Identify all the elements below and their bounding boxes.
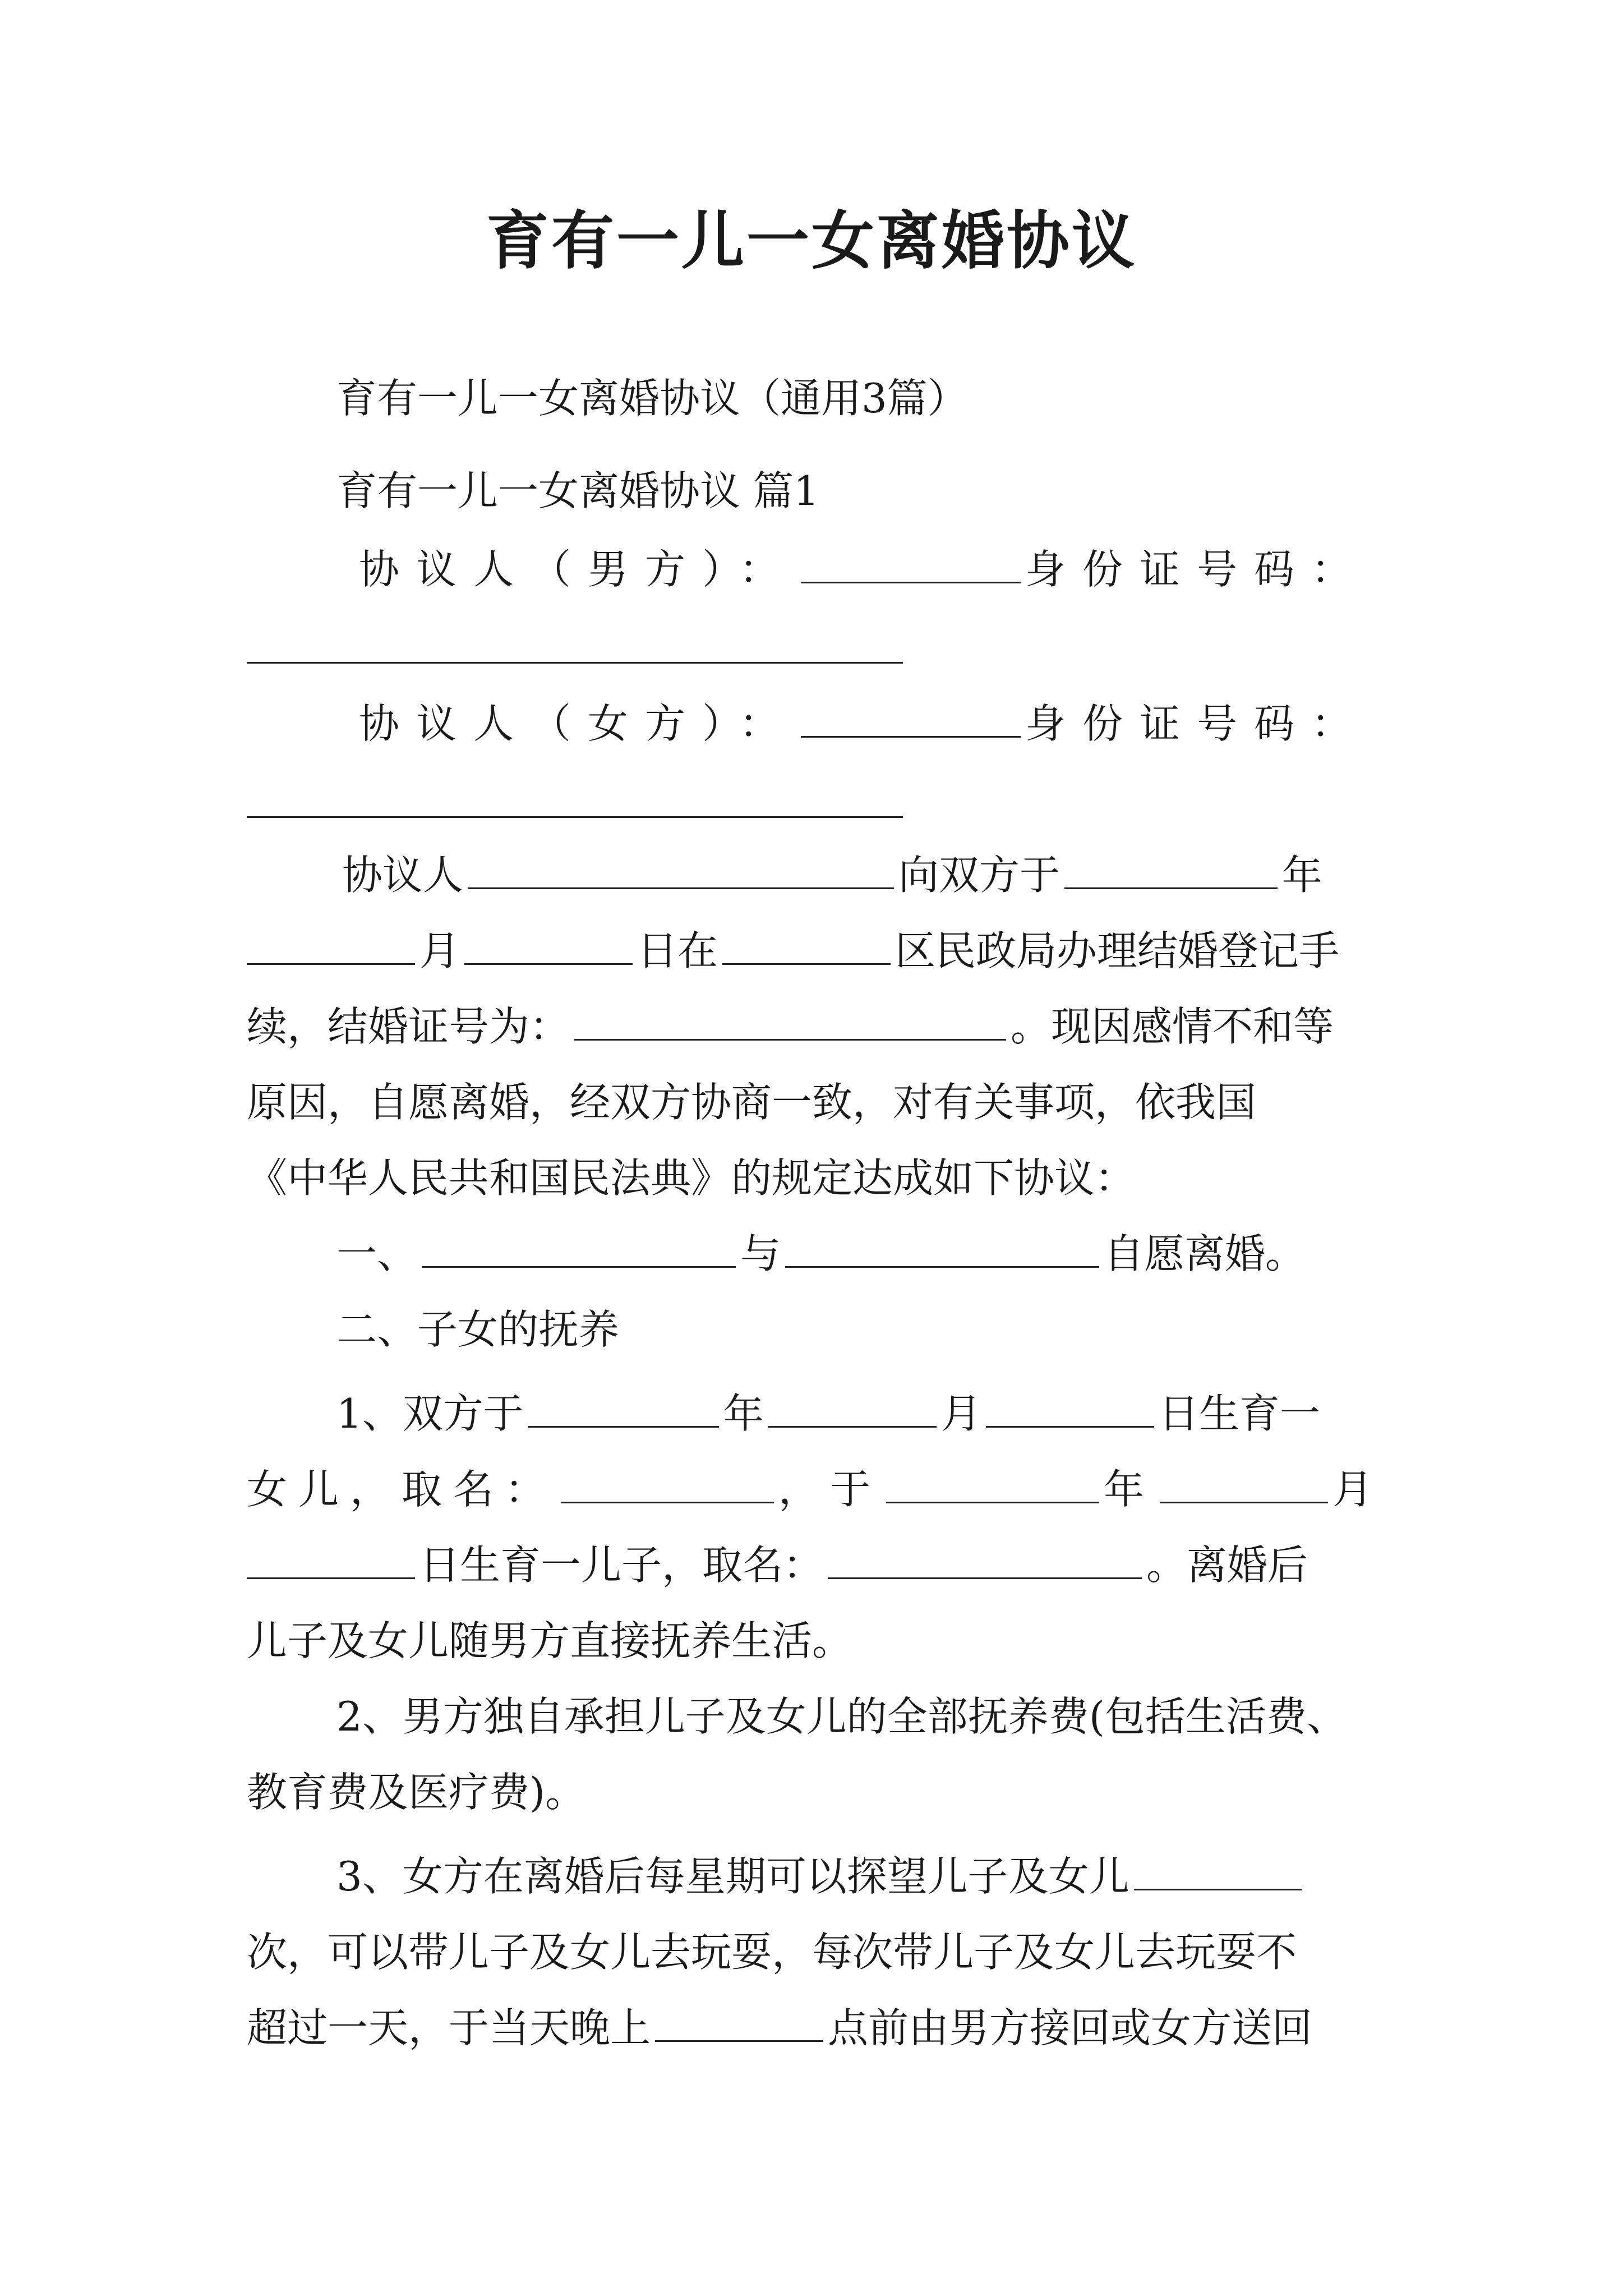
blank (768, 1391, 937, 1428)
blank (422, 1231, 736, 1268)
c3-text: 超过一天，于当天晚上 (247, 2004, 651, 2051)
blank (468, 853, 894, 889)
c3-line2: 次，可以带儿子及女儿去玩耍，每次带儿子及女儿去玩耍不 (247, 1929, 1297, 1976)
item2-heading: 二、子女的抚养 (336, 1306, 620, 1353)
c2-line2: 教育费及医疗费)。 (247, 1769, 586, 1816)
male-id-label: 身份证号码： (1025, 546, 1368, 593)
blank (528, 1391, 719, 1428)
blank (722, 928, 891, 965)
blank (1134, 1854, 1302, 1890)
item1-text: 自愿离婚。 (1104, 1230, 1306, 1277)
blank (464, 928, 633, 965)
p1-text: 向双方于 (898, 852, 1061, 899)
c1-text: 1、双方于 (336, 1390, 524, 1437)
c1-text: 。离婚后 (1146, 1542, 1308, 1589)
male-name-blank (801, 547, 1021, 583)
c1-text: 日生育一儿子，取名： (419, 1542, 824, 1589)
blank (785, 1231, 1099, 1268)
c1-text: 年 (723, 1390, 764, 1437)
blank (574, 1004, 1006, 1041)
female-party-label: 协议人（女方）： (359, 700, 797, 747)
blank (986, 1391, 1154, 1428)
document-title: 育有一儿一女离婚协议 (486, 204, 1137, 278)
blank (561, 1467, 774, 1503)
item1-text: 与 (740, 1230, 781, 1277)
c1-line2 (247, 1461, 1391, 1517)
blank (655, 2005, 823, 2042)
c3-line3 (247, 2000, 1391, 2056)
p1-line1 (342, 847, 1486, 903)
c1-line4: 儿子及女儿随男方直接抚养生活。 (247, 1617, 853, 1664)
section-heading: 育有一儿一女离婚协议 篇1 (336, 467, 819, 514)
c1-text: ，于 (778, 1466, 882, 1513)
blank (828, 1543, 1142, 1579)
blank (247, 1543, 415, 1579)
p1-line4: 原因，自愿离婚，经双方协商一致，对有关事项，依我国 (247, 1079, 1257, 1126)
p1-text: 协议人 (342, 852, 464, 899)
p1-text: 区民政局办理结婚登记手 (895, 927, 1340, 974)
p1-line3 (247, 999, 1391, 1055)
female-id-label: 身份证号码： (1025, 700, 1368, 747)
blank (886, 1467, 1099, 1503)
male-party-line (359, 541, 1368, 597)
blank (247, 928, 415, 965)
p1-text: 续，结婚证号为： (247, 1003, 570, 1050)
item1-text: 一、 (336, 1230, 418, 1277)
c1-text: 日生育一 (1158, 1390, 1320, 1437)
c1-line3 (247, 1537, 1391, 1593)
p1-text: 年 (1282, 852, 1323, 899)
c2-line1: 2、男方独自承担儿子及女儿的全部抚养费(包括生活费、 (336, 1693, 1347, 1740)
p1-text: 月 (419, 927, 460, 974)
c1-text: 月 (940, 1390, 981, 1437)
female-id-blank (247, 816, 903, 818)
c3-line1 (336, 1848, 1481, 1904)
c1-text: 女儿，取名： (247, 1466, 557, 1513)
p1-text: 。现因感情不和等 (1011, 1003, 1334, 1050)
c1-text: 月 (1332, 1466, 1385, 1513)
c3-text: 3、女方在离婚后每星期可以探望儿子及女儿 (336, 1853, 1129, 1900)
p1-text: 日在 (637, 927, 718, 974)
female-name-blank (801, 701, 1021, 738)
male-id-blank (247, 662, 903, 664)
male-party-label: 协议人（男方）： (359, 546, 797, 593)
c3-text: 点前由男方接回或女方送回 (828, 2004, 1313, 2051)
c1-text: 年 (1104, 1466, 1156, 1513)
blank (1064, 853, 1278, 889)
p1-line5: 《中华人民共和国民法典》的规定达成如下协议： (247, 1154, 1136, 1202)
female-party-line (359, 696, 1368, 752)
c1-line1 (336, 1386, 1481, 1442)
p1-line2 (247, 923, 1391, 979)
blank (1160, 1467, 1328, 1503)
item1-line (336, 1226, 1481, 1282)
subtitle: 育有一儿一女离婚协议（通用3篇） (336, 375, 968, 422)
